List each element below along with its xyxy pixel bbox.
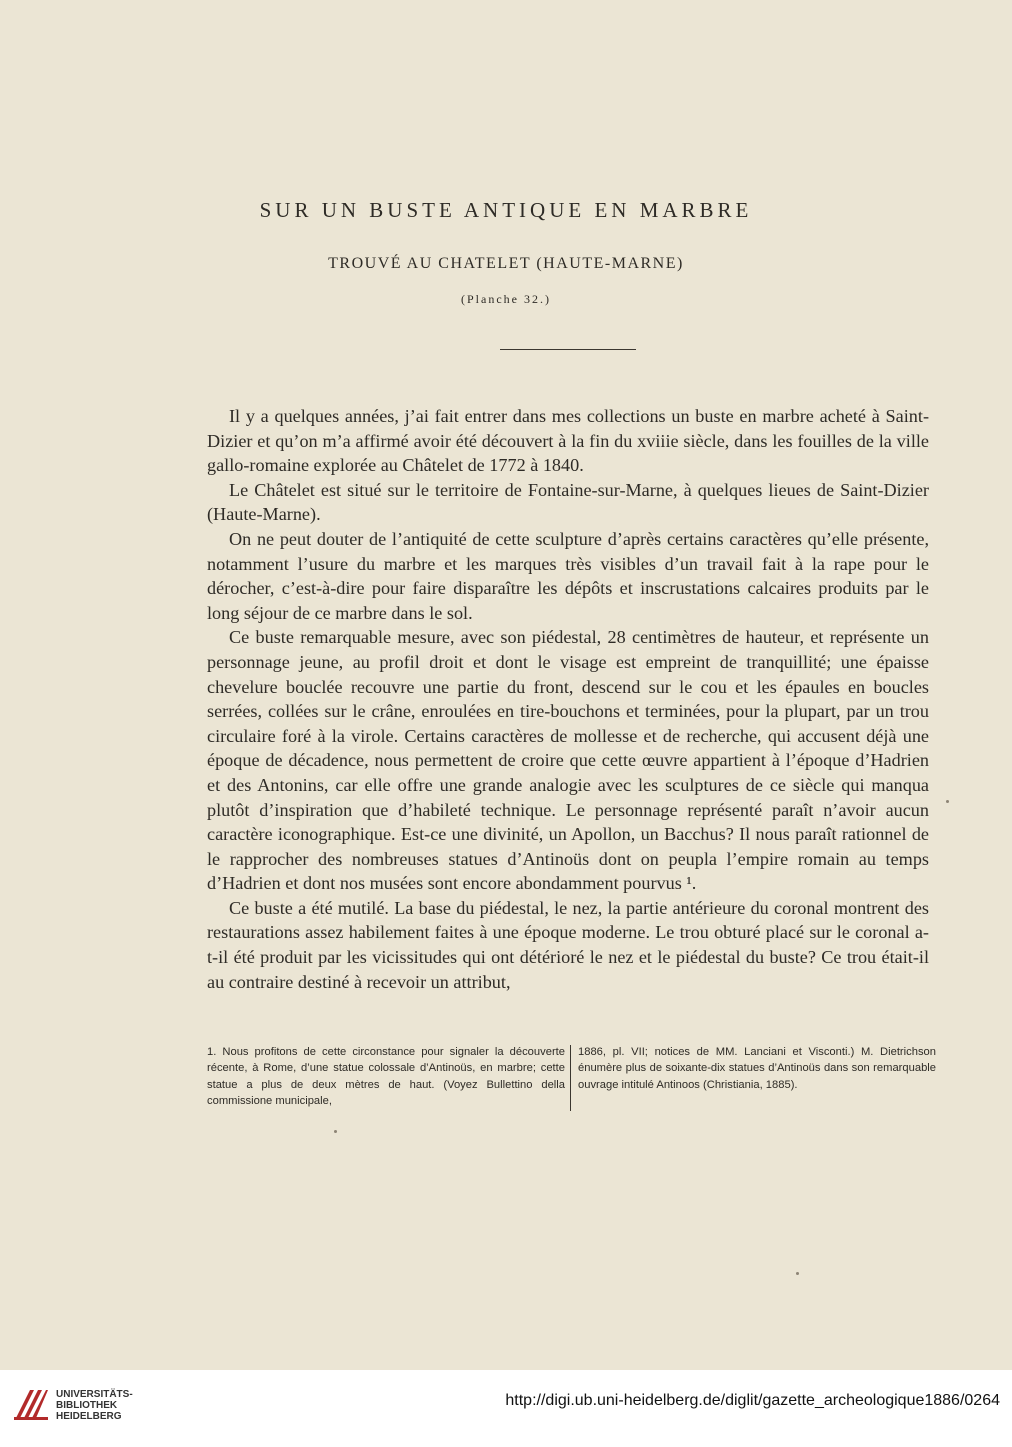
library-name-line: HEIDELBERG bbox=[56, 1411, 122, 1422]
footnote-divider bbox=[570, 1045, 571, 1111]
paper-speck bbox=[796, 1272, 799, 1275]
paragraph: Ce buste a été mutilé. La base du piédestal, le nez, la partie antérieure du coronal montrent des restaurations assez habilement faites à une époque moderne. Le trou obturé placé sur le coronal a-t-il été produit par les vicissitudes qui ont détérioré le nez et le piédestal du buste? Ce trou était-il au contraire destiné à recevoir un attribut, bbox=[207, 897, 929, 992]
article-body bbox=[207, 404, 929, 994]
plate-reference: (Planche 32.) bbox=[461, 292, 551, 306]
source-url[interactable]: http://digi.ub.uni-heidelberg.de/diglit/gazette_archeologique1886/0264 bbox=[505, 1392, 1000, 1409]
article-subtitle: TROUVÉ AU CHATELET (HAUTE-MARNE) bbox=[328, 255, 684, 272]
paragraph: Ce buste remarquable mesure, avec son piédestal, 28 centimètres de hauteur, et représente un personnage jeune, au profil droit et dont le visage est empreint de tranquillité; une épaisse chevelure bouclée recouvre une partie du front, descend sur le cou et les épaules en boucles serrées, collées sur le crâne, enroulées en tire-bouchons et terminées, pour la plupart, par un trou circulaire foré à la virole. Certains caractères de mollesse et de recherche, qui accusent déjà une époque de décadence, nous permettent de croire que cette œuvre appartient à l’époque d’Hadrien et des Antonins, car elle offre une grande analogie avec les sculptures de ce siècle qui manqua plutôt d’inspiration que d’habileté technique. Le personnage représenté paraît n’avoir aucun caractère iconographique. Est-ce une divinité, un Apollon, un Bacchus? Il nous paraît rationnel de le rapprocher des nombreuses statues d’Antinoüs dont on peupla l’empire romain au temps d’Hadrien et dont nos musées sont encore abondamment pourvus ¹. bbox=[207, 627, 929, 894]
footnote-left: 1. Nous profitons de cette circonstance pour signaler la découverte récente, à Rome, d’une statue colossale d’Antinoüs, en marbre; cette statue a plus de deux mètres de haut. (Voyez Bullettino della commissione municipale, bbox=[207, 1046, 565, 1108]
library-name bbox=[56, 1389, 133, 1422]
article-title: SUR UN BUSTE ANTIQUE EN MARBRE bbox=[259, 198, 753, 222]
paragraph: On ne peut douter de l’antiquité de cette sculpture d’après certains caractères qu’elle présente, notamment l’usure du marbre et les marques très visibles d’un travail fait à la rape pour le dérocher, c’est-à-dire pour faire disparaître les dépôts et inscrustations calcaires produits par le long séjour de ce marbre dans le sol. bbox=[207, 528, 929, 623]
paragraph: Le Châtelet est situé sur le territoire de Fontaine-sur-Marne, à quelques lieues de Saint-Dizier (Haute-Marne). bbox=[207, 479, 929, 525]
library-name-line: BIBLIOTHEK bbox=[56, 1400, 118, 1411]
library-logo-icon bbox=[12, 1384, 50, 1422]
footnote-right: 1886, pl. VII; notices de MM. Lanciani et Visconti.) M. Dietrichson énumère plus de soixante-dix statues d’Antinoüs dans son remarquable ouvrage intitulé Antinoos (Christiania, 1885). bbox=[578, 1046, 936, 1091]
title-rule bbox=[500, 349, 636, 350]
paper-speck bbox=[946, 800, 949, 803]
library-name-line: UNIVERSITÄTS- bbox=[56, 1389, 133, 1400]
paper-speck bbox=[334, 1130, 337, 1133]
paragraph: Il y a quelques années, j’ai fait entrer dans mes collections un buste en marbre acheté à Saint-Dizier et qu’on m’a affirmé avoir été découvert à la fin du xviiie siècle, dans les fouilles de la ville gallo-romaine explorée au Châtelet de 1772 à 1840. bbox=[207, 406, 929, 476]
